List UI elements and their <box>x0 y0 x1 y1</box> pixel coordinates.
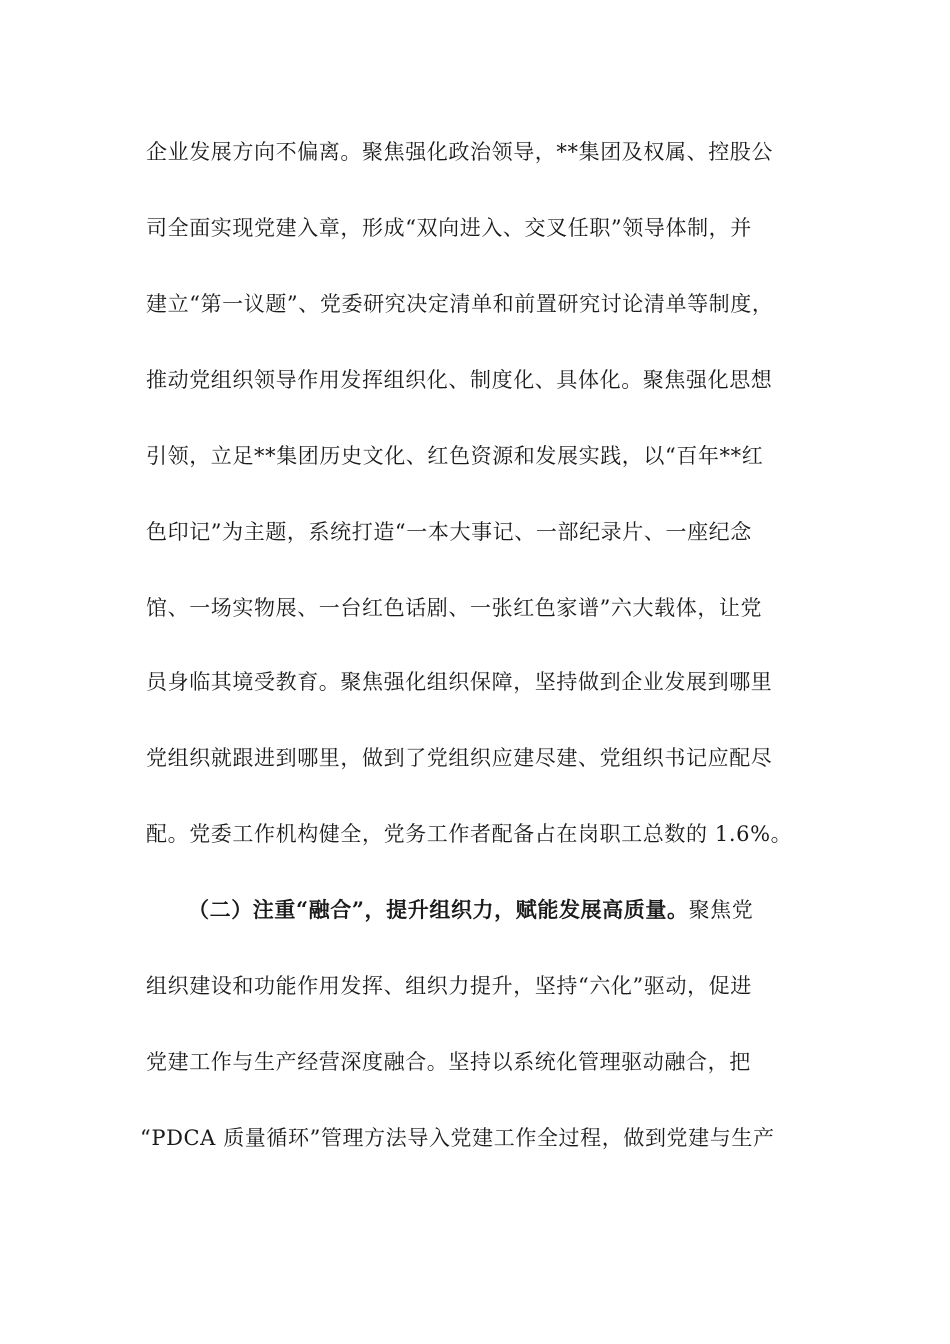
paragraph-line: 党组织就跟进到哪里，做到了党组织应建尽建、党组织书记应配尽 <box>146 746 773 770</box>
section-heading: （二）注重“融合”，提升组织力，赋能发展高质量。 <box>188 897 689 922</box>
paragraph-line: 司全面实现党建入章，形成“双向进入、交叉任职”领导体制，并 <box>146 216 752 240</box>
paragraph-line: “PDCA 质量循环”管理方法导入党建工作全过程，做到党建与生产 <box>140 1126 775 1150</box>
paragraph-line: 推动党组织领导作用发挥组织化、制度化、具体化。聚焦强化思想 <box>146 368 773 392</box>
paragraph-line: 引领，立足**集团历史文化、红色资源和发展实践，以“百年**红 <box>146 444 764 468</box>
paragraph-line: 企业发展方向不偏离。聚焦强化政治领导，**集团及权属、控股公 <box>146 140 773 164</box>
paragraph-line: 建立“第一议题”、党委研究决定清单和前置研究讨论清单等制度， <box>146 292 774 316</box>
heading-continuation: 聚焦党 <box>688 898 754 922</box>
paragraph-line: 配。党委工作机构健全，党务工作者配备占在岗职工总数的 1.6%。 <box>146 822 793 846</box>
paragraph-line: 员身临其境受教育。聚焦强化组织保障，坚持做到企业发展到哪里 <box>146 670 773 694</box>
section-heading-line <box>188 894 806 926</box>
paragraph-line: 色印记”为主题，系统打造“一本大事记、一部纪录片、一座纪念 <box>146 520 752 544</box>
paragraph-line: 组织建设和功能作用发挥、组织力提升，坚持“六化”驱动，促进 <box>146 974 752 998</box>
paragraph-line: 馆、一场实物展、一台红色话剧、一张红色家谱”六大载体，让党 <box>146 596 763 620</box>
paragraph-line: 党建工作与生产经营深度融合。坚持以系统化管理驱动融合，把 <box>146 1050 751 1074</box>
